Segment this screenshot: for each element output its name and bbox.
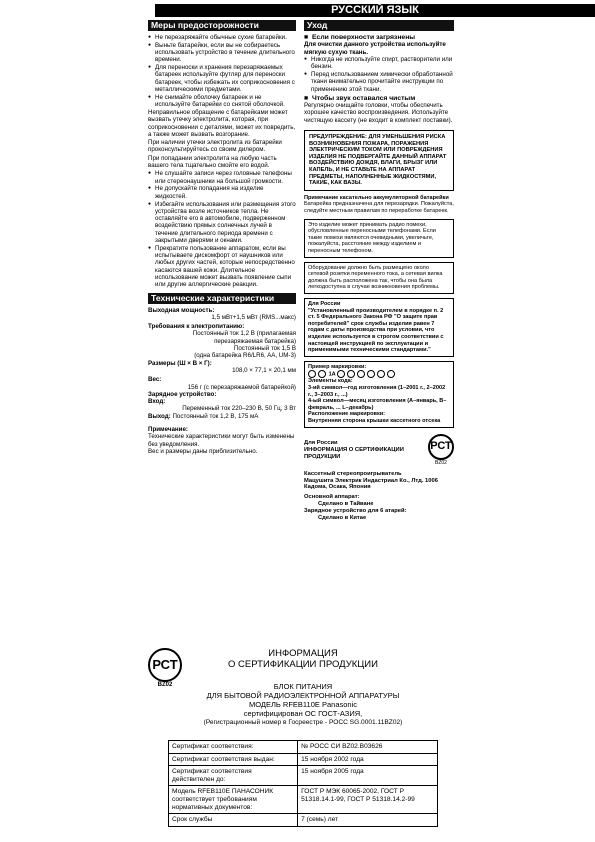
weight-label: Вес:	[148, 376, 162, 384]
place-title: Расположение маркировки:	[308, 411, 386, 418]
info-title-2: О СЕРТИФИКАЦИИ ПРОДУКЦИИ	[228, 659, 378, 670]
supply-3: (одна батарейка R6/LR6, AA, UM-3)	[194, 352, 296, 360]
certificate-table	[168, 740, 438, 827]
table-row	[169, 766, 438, 786]
element-2: 4-ый символ—месяц изготовления (А–январь, В–февраль, ... L–декабрь)	[308, 398, 447, 411]
charger-label: Зарядное устройство:	[148, 390, 217, 398]
elements-title: Элементы кода:	[308, 378, 353, 385]
table-cell: 15 ноября 2005 года	[298, 766, 438, 786]
maker-title: Кассетный стереопроигрыватель	[304, 470, 402, 477]
info-title-1: ИНФОРМАЦИЯ	[268, 648, 338, 659]
made-label: Основной аппарат:	[304, 494, 360, 501]
russia-text: "Установленный производителем в порядке п. 2 ст. 5 Федерального Закона РФ "О защите прав потребителей" срок службы изделия равен 7 годам с даты производства при условии, что изделие используется в строгом соответствии с настоящей инструкцией по эксплуатации и применимыми техническими стандартами."	[308, 307, 444, 354]
socket-box: Оборудование должно быть размещено около сетевой розетки переменного тока, а сетевая вилка должна быть расположена так, чтобы она была легкодоступна в случае возникновения проблемы.	[304, 262, 454, 294]
dims-label: Размеры (Ш × В × Г):	[148, 359, 212, 367]
table-row	[169, 741, 438, 754]
list-item: ● Выньте батарейки, если вы не собираетесь использовать устройство в течение длительного времени.	[148, 42, 296, 64]
table-cell: Модель RFEB110E ПАНАСОНИК соответствует требованиям нормативных документов:	[169, 786, 298, 814]
pct-logo-icon: РСТ	[148, 648, 182, 682]
care-title: Уход	[304, 20, 454, 31]
certification-info	[148, 648, 458, 727]
charger-made-label: Зарядное устройство для 6 атарей:	[304, 507, 407, 514]
list-item: ● Прекратите пользование аппаратом, если вы испытываете дискомфорт от наушников или любых других частей, которые непосредственно касаются вашей кожи. Длительное использование может вызвать появление сыпи или другие аллергические реакции.	[148, 245, 296, 289]
cert-block	[304, 434, 454, 467]
power-out-label: Выходная мощность:	[148, 306, 215, 314]
cert-code: BZ02	[435, 459, 447, 466]
precautions-title: Меры предосторожности	[148, 20, 296, 31]
table-cell: ГОСТ Р МЭК 60065-2002, ГОСТ Р 51318.14.1-99, ГОСТ Р 51318.14.2-99	[298, 786, 438, 814]
dims-value: 108,0 × 77,1 × 20,1 мм	[232, 366, 296, 374]
block-3: МОДЕЛЬ RFEB110E Panasonic	[249, 700, 357, 709]
table-row	[169, 814, 438, 827]
russia-title: Для России	[308, 300, 341, 307]
block-2: ДЛЯ БЫТОВОЙ РАДИОЭЛЕКТРОННОЙ АППАРАТУРЫ	[206, 691, 400, 700]
charger-made-value: Сделано в Китае	[318, 514, 367, 521]
language-header: РУССКИЙ ЯЗЫК	[155, 4, 595, 17]
paragraph: При наличии утечки электролита из батарейки проконсультируйтесь со своим дилером.	[148, 139, 282, 154]
input-value: Переменный ток 220–230 В, 50 Гц, 3 Вт	[182, 405, 296, 413]
list-item: ● Не снимайте оболочку батареек и не используйте батарейки со снятой оболочкой.	[148, 94, 296, 109]
warning-box: ПРЕДУПРЕЖДЕНИЕ: ДЛЯ УМЕНЬШЕНИЯ РИСКА ВОЗНИКНОВЕНИЯ ПОЖАРА, ПОРАЖЕНИЯ ЭЛЕКТРИЧЕСКИМ ТОКОМ ИЛИ ПОВРЕЖДЕНИЯ ИЗДЕЛИЯ НЕ ПОДВЕРГАЙТЕ ДАННЫЙ АППАРАТ ВОЗДЕЙСТВИЮ ДОЖДЯ, ВЛАГИ, БРЫЗГ ИЛИ КАПЕЛЬ, И НЕ СТАВЬТЕ НА АППАРАТ ПРЕДМЕТЫ, НАПОЛНЕННЫЕ ЖИДКОСТЯМИ, ТАКИЕ, КАК ВАЗЫ.	[304, 130, 454, 191]
table-cell: Сертификат соответствия выдан:	[169, 753, 298, 766]
output-label: Выход:	[148, 412, 171, 420]
power-out-value: 1,5 мВт+1,5 мВт (RMS...макс)	[211, 313, 296, 321]
paragraph: Неправильное обращение с батарейками может вызвать утечку электролита, которая, при соприкосновении с деталями, может их повредить, а также может вызвать возгорание.	[148, 108, 296, 138]
made-value: Сделано в Тайване	[318, 501, 374, 507]
mark-example	[308, 370, 450, 378]
block-1: БЛОК ПИТАНИЯ	[273, 682, 333, 691]
pct-logo-icon: РСТ	[428, 434, 454, 460]
maker-block	[304, 471, 454, 522]
dirty-title: ■ Если поверхности загрязнены	[304, 34, 454, 41]
paragraph: При попадании электролита на любую часть вашего тела тщательно смойте его водой.	[148, 154, 277, 170]
dirty-text: Для очистки данного устройства используйте мягкую сухую ткань.	[304, 41, 446, 56]
marking-box	[304, 361, 454, 428]
supply-1: Постоянный ток 1,2 В (прилагаемая перезаряжаемая батарейка)	[192, 330, 296, 345]
table-cell: Сертификат соответствия действителен до:	[169, 766, 298, 786]
russia-service-box	[304, 298, 454, 357]
table-cell: Срок службы	[169, 814, 298, 827]
info-logo-code: BZ02	[157, 682, 173, 688]
sound-text: Регулярно очищайте головки, чтобы обеспечить хорошее качество воспроизведения. Используйте чистящую кассету (не входит в комплект поставки).	[304, 102, 453, 124]
code-circles-icon	[337, 370, 396, 378]
weight-value: 156 г (с перезаряжаемой батарейкой)	[187, 383, 296, 391]
info-logo-block	[148, 648, 182, 689]
block-4: сертифицирован ОС ГОСТ-АЗИЯ,	[243, 709, 363, 718]
supply-2: Постоянный ток 1,5 В	[233, 345, 296, 353]
battery-note-title: Примечание касательно аккумуляторной батарейки	[304, 194, 449, 201]
note-2: Вес и размеры даны приблизительно.	[148, 447, 258, 455]
cert-title: Для России	[304, 439, 338, 446]
list-item: ● Не перезаряжайте обычные сухие батарейки.	[148, 34, 296, 41]
right-column	[304, 20, 454, 521]
note-label: Примечание:	[148, 426, 188, 434]
list-item: ● Никогда не используйте спирт, растворители или бензин.	[304, 56, 454, 71]
table-cell: Сертификат соответствия:	[169, 741, 298, 754]
list-item: ● Перед использованием химически обработанной ткани внимательно прочитайте инструкции по применению этой ткани.	[304, 71, 454, 93]
cert-logo-block	[428, 434, 454, 467]
input-label: Вход:	[148, 398, 166, 406]
battery-note: Батарейка предназначена для перезарядки. Пожалуйста, следуйте местным правилам по переработке батареек.	[304, 201, 454, 214]
table-cell: 7 (семь) лет	[298, 814, 438, 827]
left-column	[148, 20, 296, 455]
table-row	[169, 753, 438, 766]
list-item: ● Избегайте использования или размещения этого устройства возле источников тепла. Не оставляйте его в автомобиле, подверженном воздействию прямых солнечных лучей в течение длительного периода времени с закрытыми дверями и окнами.	[148, 201, 296, 245]
mark-title: Пример маркировки:	[308, 363, 367, 370]
list-item: ● Для переноски и хранения перезаряжаемых батареек используйте футляр для переноски батареек, чтобы избежать их соприкосновения с металлическими предметами.	[148, 64, 296, 93]
mark-code: 1A	[328, 371, 336, 378]
maker-text: Мацушита Электрик Индастриал Ко., Лтд. 1006 Кадома, Осака, Япония	[304, 477, 438, 491]
specs-title: Технические характеристики	[148, 293, 296, 304]
table-cell: 15 ноября 2002 года	[298, 753, 438, 766]
code-circles-icon	[308, 370, 327, 378]
list-item: ● Не допускайте попадания на изделие жидкостей.	[148, 185, 296, 200]
table-row	[169, 786, 438, 814]
cert-text: ИНФОРМАЦИЯ О СЕРТИФИКАЦИИ ПРОДУКЦИИ	[304, 446, 404, 460]
block-5: (Регистрационный номер в Госреестре - РОСС SG.0001.11BZ02)	[203, 719, 403, 726]
cert-text-block	[304, 440, 425, 460]
table-cell: № РОСС СИ BZ02.B03626	[298, 741, 438, 754]
element-1: 3-ий символ—год изготовления (1–2001 г., 2–2002 г., 3–2003 г., ...)	[308, 384, 446, 398]
supply-label: Требования к электропитанию:	[148, 323, 245, 331]
output-value: Постоянный ток 1,2 В, 175 мА	[172, 412, 259, 420]
list-item: ● Не слушайте записи через головные телефоны или стереонаушники на большой громкости.	[148, 170, 296, 185]
sound-title: ■ Чтобы звук оставался чистым	[304, 95, 454, 102]
note-1: Технические характеристики могут быть изменены без уведомления.	[148, 433, 295, 448]
place-text: Внутренняя сторона крышки кассетного отсека	[308, 417, 441, 424]
interference-box: Это изделие может принимать радио помехи, обусловленные переносными телефонами. Если такие помехи являются очевидными, увеличьте, пожалуйста, расстояние между изделием и переносным телефоном.	[304, 219, 454, 258]
